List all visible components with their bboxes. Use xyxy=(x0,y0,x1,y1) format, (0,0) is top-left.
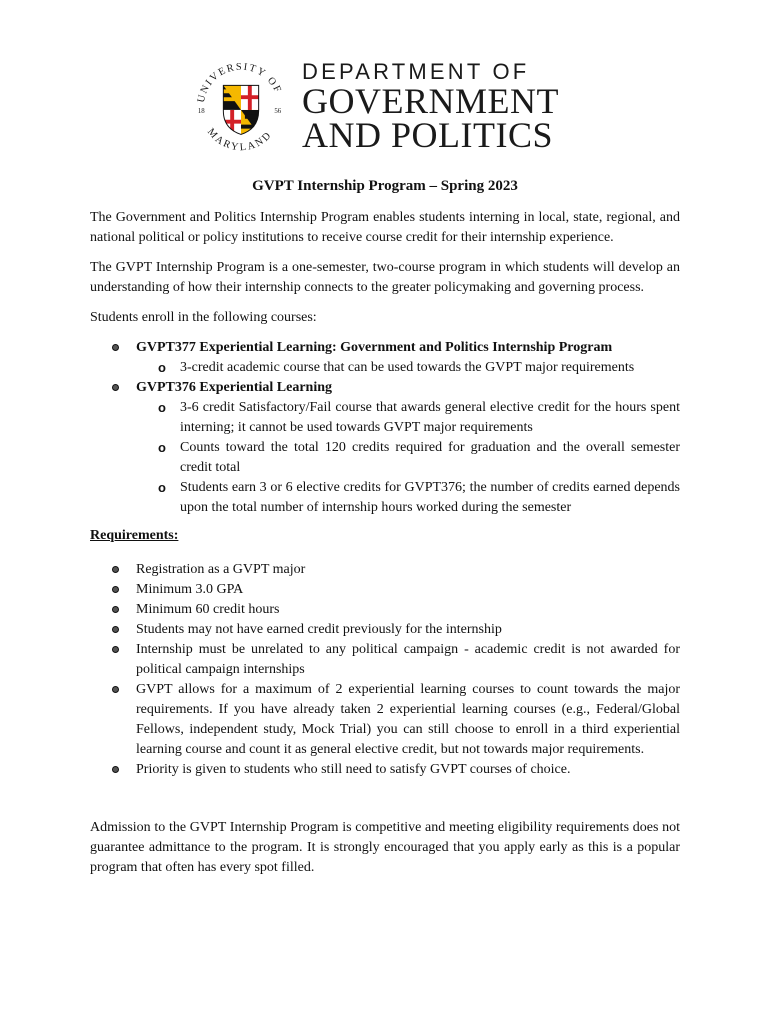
wordmark-line-and-politics: AND POLITICS xyxy=(302,115,554,155)
admission-paragraph: Admission to the GVPT Internship Program is competitive and meeting eligibility requirements does not guarantee admittance to the program. It is strongly encouraged that you apply early as this is a popular program that often has every spot filled. xyxy=(90,820,680,875)
requirement-text: Minimum 3.0 GPA xyxy=(136,582,244,597)
wordmark-line-department-of: DEPARTMENT OF xyxy=(302,59,530,84)
seal-ring-top-text: UNIVERSITY OF xyxy=(195,61,284,104)
requirement-item xyxy=(110,580,680,600)
sub-bullet-icon: o xyxy=(158,400,166,415)
department-wordmark xyxy=(302,59,559,155)
requirement-item xyxy=(110,560,680,580)
department-header xyxy=(190,52,590,162)
course-detail xyxy=(158,478,680,518)
program-description-paragraph: The GVPT Internship Program is a one-semester, two-course program in which students will develop an understanding of how their internship connects to the greater policymaking and governing process. xyxy=(90,260,680,295)
course-item xyxy=(110,378,680,518)
requirement-text: Registration as a GVPT major xyxy=(136,562,306,577)
course-detail-text: 3-6 credit Satisfactory/Fail course that awards general elective credit for the hours spent interning; it cannot be used towards GVPT major requirements xyxy=(180,400,680,435)
seal-year-right: 56 xyxy=(274,107,282,115)
document-title: GVPT Internship Program – Spring 2023 xyxy=(252,178,518,194)
bullet-icon xyxy=(112,606,119,613)
requirements-list xyxy=(90,560,680,780)
bullet-icon xyxy=(112,384,119,391)
requirement-text: GVPT allows for a maximum of 2 experiential learning courses to count towards the major requirements. If you have already taken 2 experiential learning courses (e.g., Federal/Global Fellows, independent study, Mock Trial) you can still choose to enroll in a third experiential learning course and count it as general elective credit, but not towards major requirements. xyxy=(136,682,680,757)
bullet-icon xyxy=(112,686,119,693)
umd-seal-logo xyxy=(190,56,292,158)
bullet-icon xyxy=(112,766,119,773)
courses-list xyxy=(90,338,680,518)
seal-ring-bottom-text: MARYLAND xyxy=(204,126,275,154)
requirements-heading: Requirements: xyxy=(90,528,179,543)
requirement-item xyxy=(110,680,680,760)
course-title: GVPT377 Experiential Learning: Government and Politics Internship Program xyxy=(136,340,613,355)
document-body xyxy=(90,176,680,888)
requirement-item xyxy=(110,760,680,780)
bullet-icon xyxy=(112,646,119,653)
wordmark-line-government: GOVERNMENT xyxy=(302,81,559,121)
sub-bullet-icon: o xyxy=(158,440,166,455)
maryland-shield-icon xyxy=(223,85,258,135)
course-item xyxy=(110,338,680,378)
requirement-item xyxy=(110,600,680,620)
requirement-item xyxy=(110,620,680,640)
bullet-icon xyxy=(112,586,119,593)
bullet-icon xyxy=(112,626,119,633)
intro-paragraph: The Government and Politics Internship Program enables students interning in local, state, regional, and national political or policy institutions to receive course credit for their internship experience. xyxy=(90,210,680,245)
seal-year-left: 18 xyxy=(197,107,205,115)
requirement-text: Minimum 60 credit hours xyxy=(136,602,280,617)
course-detail xyxy=(158,358,680,378)
course-detail xyxy=(158,398,680,438)
bullet-icon xyxy=(112,566,119,573)
course-detail xyxy=(158,438,680,478)
sub-bullet-icon: o xyxy=(158,360,166,375)
course-details-list xyxy=(136,398,680,518)
bullet-icon xyxy=(112,344,119,351)
course-detail-text: Students earn 3 or 6 elective credits for GVPT376; the number of credits earned depends upon the total number of internship hours worked during the semester xyxy=(180,480,680,515)
courses-intro-paragraph: Students enroll in the following courses: xyxy=(90,310,317,325)
requirement-text: Priority is given to students who still need to satisfy GVPT courses of choice. xyxy=(136,762,571,777)
requirement-text: Internship must be unrelated to any political campaign - academic credit is not awarded for political campaign internships xyxy=(136,642,680,677)
course-detail-text: Counts toward the total 120 credits required for graduation and the overall semester credit total xyxy=(180,440,680,475)
requirement-text: Students may not have earned credit previously for the internship xyxy=(136,622,502,637)
sub-bullet-icon: o xyxy=(158,480,166,495)
course-detail-text: 3-credit academic course that can be used towards the GVPT major requirements xyxy=(180,360,635,375)
requirement-item xyxy=(110,640,680,680)
course-details-list xyxy=(136,358,680,378)
course-title: GVPT376 Experiential Learning xyxy=(136,380,332,395)
